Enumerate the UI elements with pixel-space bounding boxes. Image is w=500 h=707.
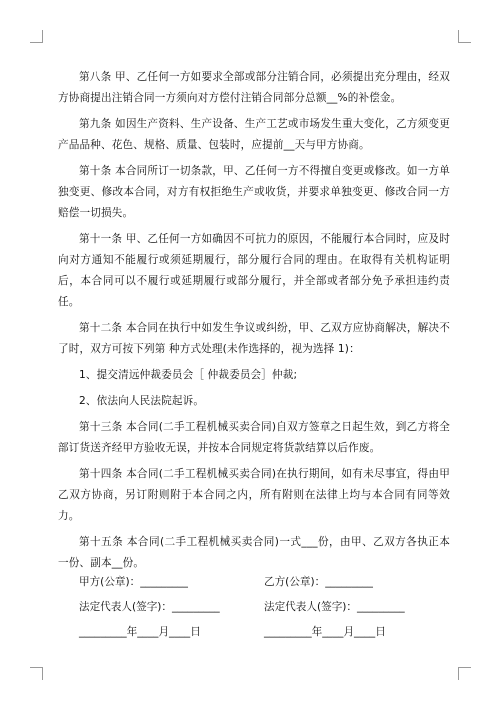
crop-mark-top-right bbox=[458, 30, 471, 43]
clause-14: 第十四条 本合同(二手工程机械买卖合同)在执行期间，如有未尽事宜，得由甲乙双方协商，另订附则附于本合同之内，所有附则在法律上均与本合同有同等效力。 bbox=[58, 468, 450, 522]
party-a-representative: 法定代表人(签字)：_________ bbox=[79, 601, 220, 613]
clause-9: 第九条 如因生产资料、生产设备、生产工艺或市场发生重大变化，乙方须变更产品品种、花色、规格、质量、包装时，应提前__天与甲方协商。 bbox=[58, 118, 450, 151]
crop-mark-bottom-left bbox=[30, 667, 43, 680]
clause-12: 第十二条 本合同在执行中如发生争议或纠纷，甲、乙双方应协商解决，解决不了时，双方可按下列第 种方式处理(未作选择的，视为选择 1)： bbox=[58, 322, 450, 355]
party-b-representative: 法定代表人(签字)：_________ bbox=[264, 601, 405, 613]
party-b-date: _________年____月____日 bbox=[264, 626, 386, 638]
clause-15: 第十五条 本合同(二手工程机械买卖合同)一式___份，由甲、乙双方各执正本一份、副本__份。 bbox=[58, 536, 450, 569]
clause-13: 第十三条 本合同(二手工程机械买卖合同)自双方签章之日起生效，到乙方将全部订货送齐经甲方验收无误，并按本合同规定将货款结算以后作废。 bbox=[58, 421, 450, 454]
clause-11: 第十一条 甲、乙任何一方如确因不可抗力的原因，不能履行本合同时，应及时向对方通知不能履行或须延期履行，部分履行合同的理由。在取得有关机构证明后，本合同可以不履行或延期履行或部分履行，并全部或者部分免予承担违约责任。 bbox=[58, 233, 450, 308]
party-a-seal: 甲方(公章)：_________ bbox=[79, 576, 188, 588]
party-b-seal: 乙方(公章)：_________ bbox=[264, 576, 373, 588]
clause-8: 第八条 甲、乙任何一方如要求全部或部分注销合同，必须提出充分理由，经双方协商提出注销合同一方须向对方偿付注销合同部分总额__%的补偿金。 bbox=[58, 71, 450, 104]
clause-12-option-1: 1、提交清远仲裁委员会［ 仲裁委员会］仲裁; bbox=[79, 369, 298, 381]
clause-12-option-2: 2、依法向人民法院起诉。 bbox=[79, 395, 205, 407]
crop-mark-top-left bbox=[30, 30, 43, 43]
party-a-date: _________年____月____日 bbox=[79, 626, 201, 638]
crop-mark-bottom-right bbox=[458, 667, 471, 680]
clause-10: 第十条 本合同所订一切条款，甲、乙任何一方不得擅自变更或修改。如一方单独变更、修改本合同，对方有权拒绝生产或收货，并要求单独变更、修改合同一方赔偿一切损失。 bbox=[58, 165, 450, 219]
contract-body bbox=[58, 67, 450, 579]
